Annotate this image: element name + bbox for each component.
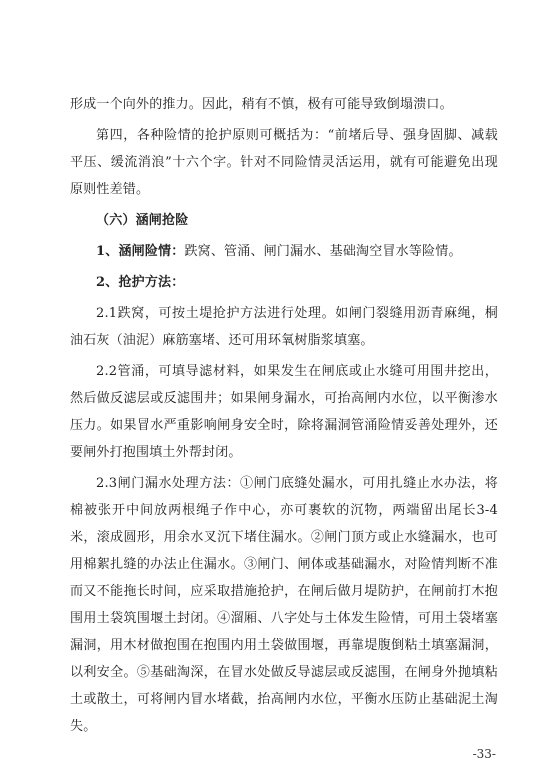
body-text [70,91,498,740]
item-2-label: 2、抢护方法： [96,275,185,290]
paragraph-2-3: 2.3闸门漏水处理方法：①闸门底缝处漏水，可用扎缝止水办法，将棉被张开中间放两根绳子作中心，亦可裹软的沉物，两端留出尾长3-4米，滚成圆形，用余水叉沉下堵住漏水。②闸门顶方或止水缝漏水，也可用棉絮扎缝的办法止住漏水。③闸门、闸体或基础漏水，对险情判断不准而又不能拖长时间，应采取措施抢护，在闸后做月堤防护，在闸前打木抱围用土袋筑围堰土封闭。④溜厢、八字处与土体发生险情，可用土袋堵塞漏洞，用木材做抱围在抱围内用土袋做围堰，再靠堤腹倒粘土填塞漏洞，以利安全。⑤基础淘深，在冒水处做反导滤层或反滤围，在闸身外抛填粘土或散土，可将闸内冒水堵截，抬高闸内水位，平衡水压防止基础泥土淘失。 [70,476,498,734]
page-number: -33- [472,747,496,761]
item-1-label: 1、涵闸险情： [96,244,185,259]
paragraph-2-1: 2.1跌窝，可按土堤抢护方法进行处理。如闸门裂缝用沥青麻绳，桐油石灰（油泥）麻筋塞堵、还可用环氧树脂浆填塞。 [70,306,498,348]
paragraph-principles: 第四，各种险情的抢护原则可概括为：“前堵后导、强身固脚、减载平压、缓流消浪”十六个字。针对不同险情灵活运用，就有可能避免出现原则性差错。 [70,128,498,197]
item-1-text: 跌窝、管涌、闸门漏水、基础淘空冒水等险情。 [184,244,462,259]
item-1 [70,238,498,265]
paragraph-2-2: 2.2管涌，可填导滤材料，如果发生在闸底或止水缝可用围井挖出，然后做反滤层或反滤围井；如果闸身漏水，可抬高闸内水位，以平衡渗水压力。如果冒水严重影响闸身安全时，除将漏洞管涌险情妥善处理外，还要闸外打抱围填土外帮封闭。 [70,364,498,460]
paragraph-continuation: 形成一个向外的推力。因此，稍有不慎，极有可能导致倒塌溃口。 [70,97,453,112]
section-heading: （六）涵闸抢险 [96,213,189,228]
